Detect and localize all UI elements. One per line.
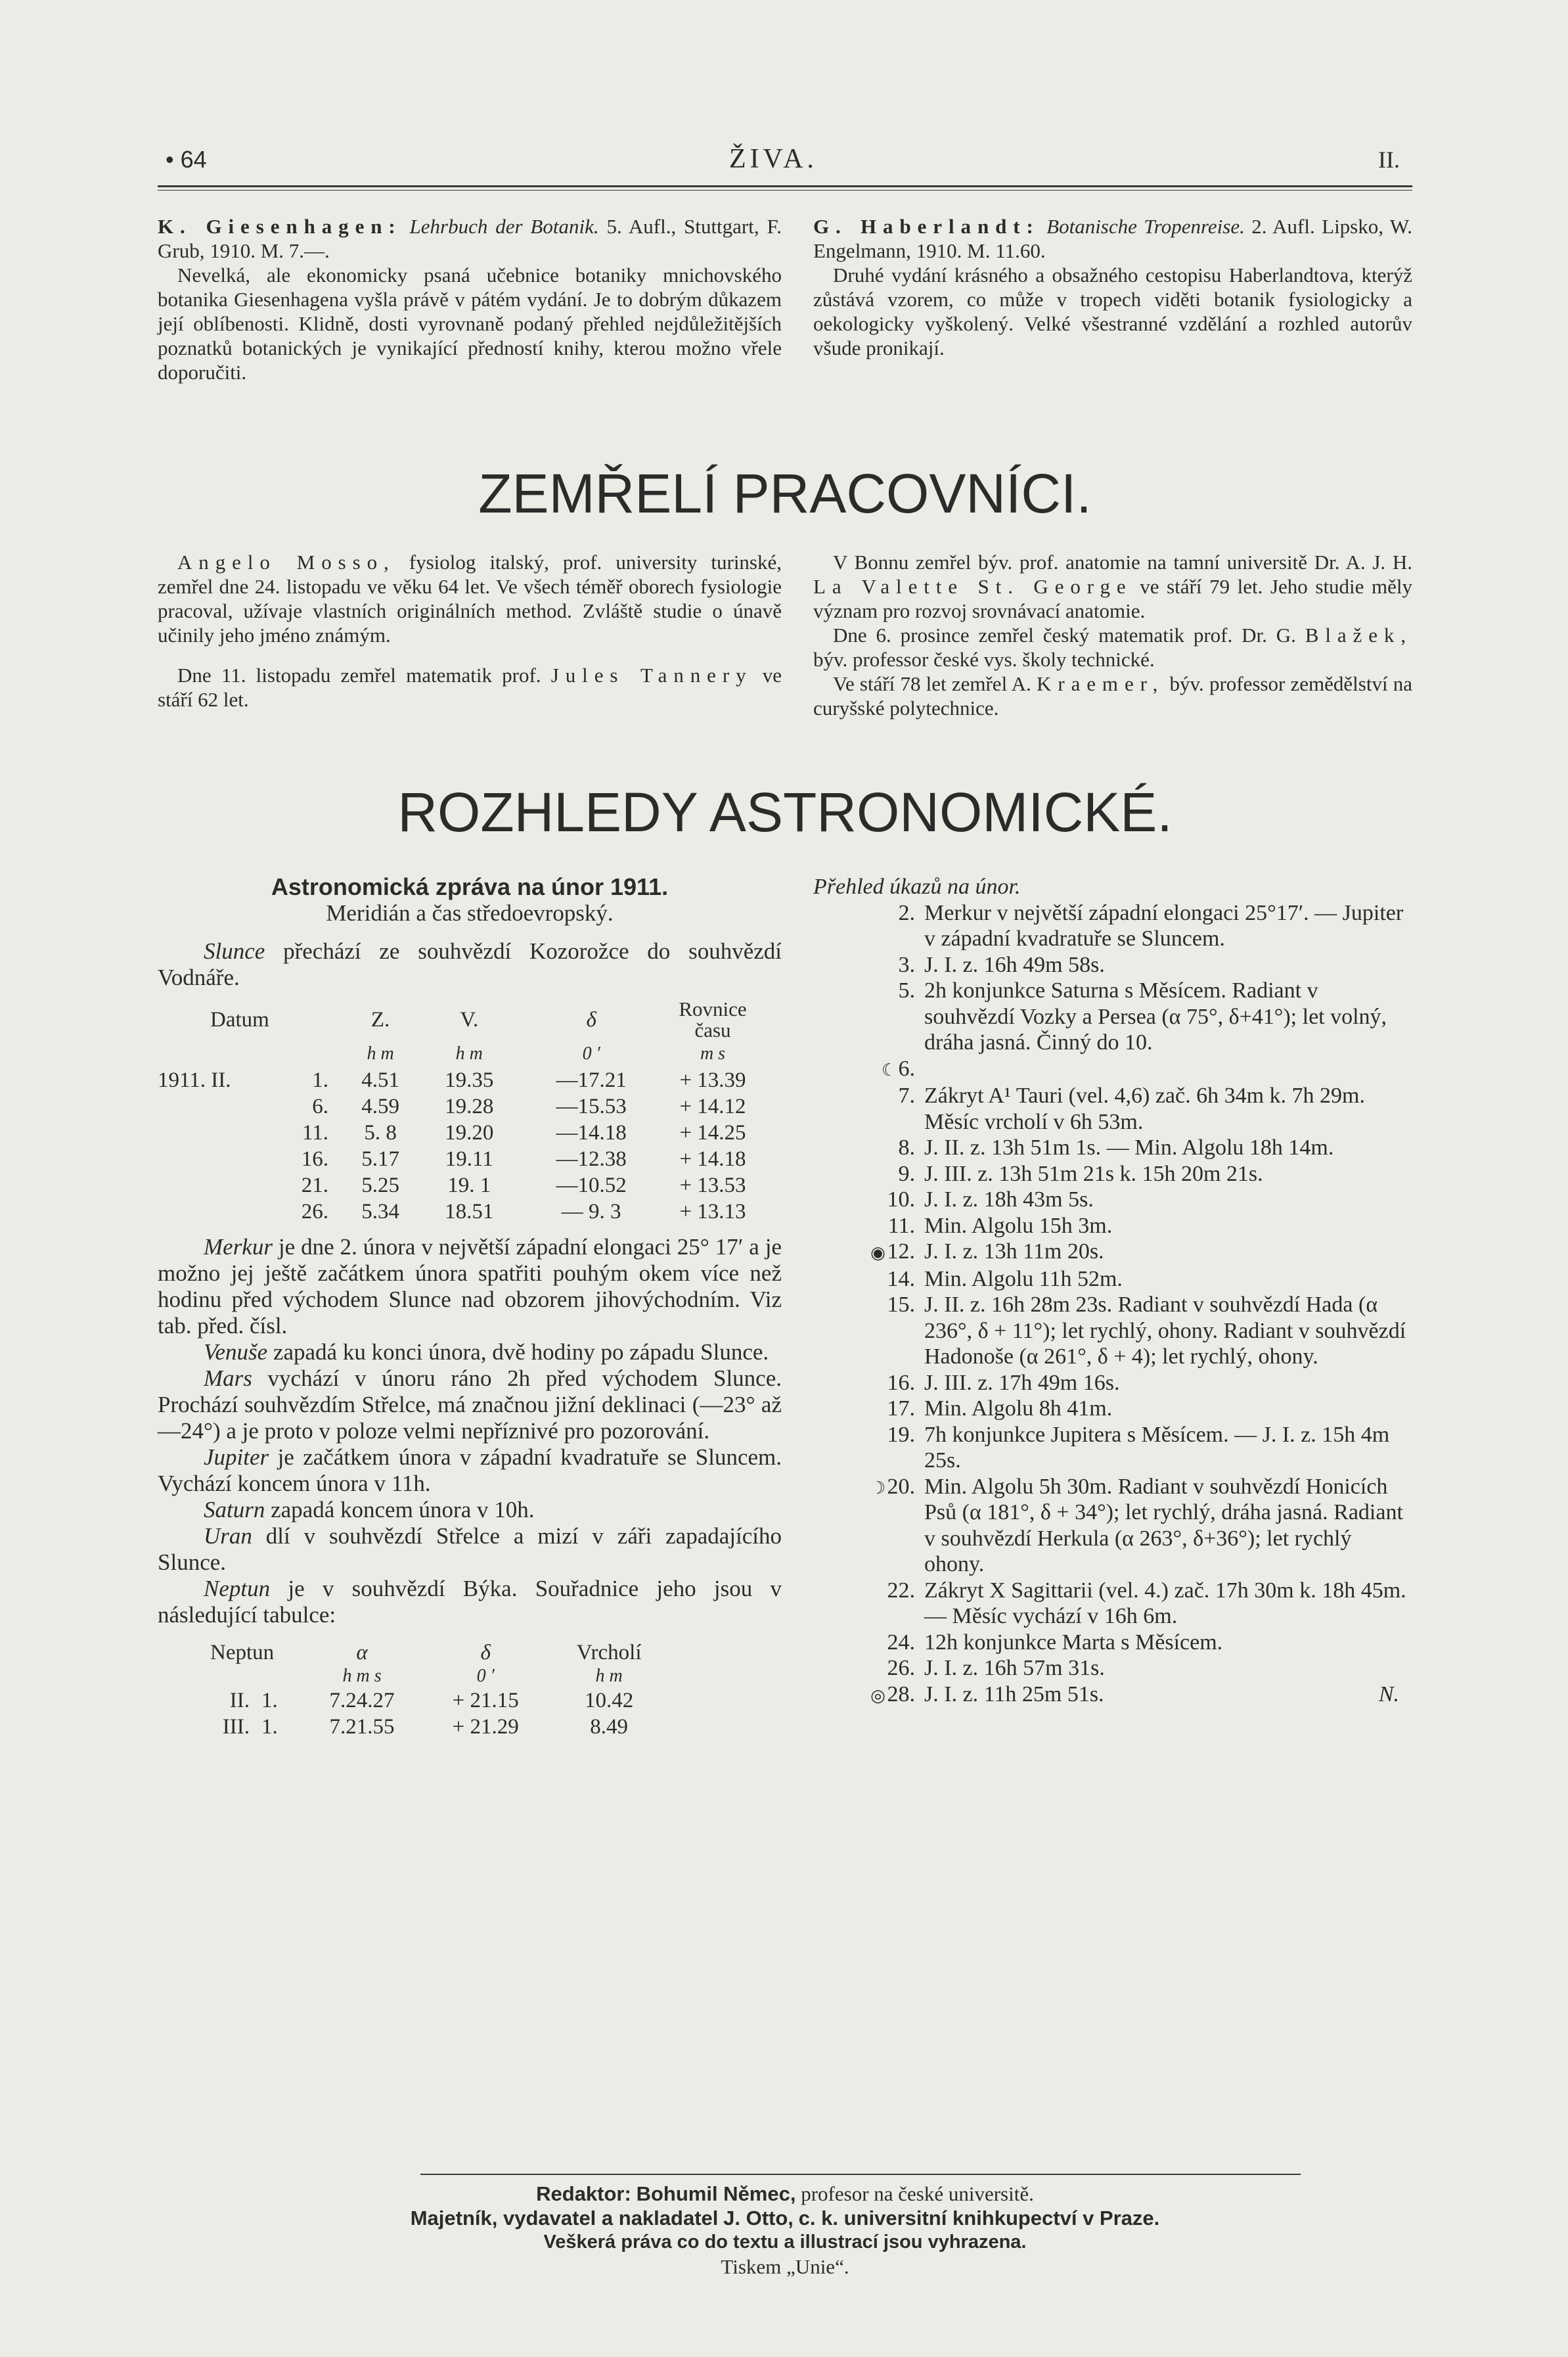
- obit-text: býv. professor zemědělství na curyšské polytechnice.: [813, 672, 1413, 720]
- report-title: Astronomická zpráva na únor 1911.: [271, 873, 669, 900]
- list-item: 10. J. I. z. 18h 43m 5s.: [887, 1187, 1094, 1212]
- obit-text: fysiolog italský, prof. university turinské, zemřel dne 24. listopadu ve věku 64 let. Ve všech téměř oborech fysiologie pracoval, užívaje vlastních originálních method. Zvláště studie o únavě učinily jeho jméno známým.: [158, 551, 782, 647]
- obit-text: V Bonnu zemřel býv. prof. anatomie na tamní universitě Dr. A. J. H.: [833, 551, 1412, 574]
- table-row: 11. 5. 8 19.20 —14.18 + 14.25: [302, 1121, 746, 1145]
- planet-name: Mars: [204, 1365, 252, 1391]
- planet-notes: [158, 1234, 782, 1628]
- unit: h m: [455, 1043, 483, 1064]
- planet-text: je dne 2. února v největší západní elongaci 25° 17′ a je možno jej ještě začátkem února spatřiti pouhým okem více než hodinu před východem Slunce nad obzorem jihovýchodním. Viz tab. před. čísl.: [158, 1234, 782, 1339]
- full-moon-icon: ◎: [870, 1685, 885, 1705]
- obit-text: Dne 6. prosince zemřel český matematik prof. Dr. G.: [833, 624, 1296, 647]
- list-item: 2. Merkur v největší západní elongaci 25°17′. — Jupiter v západní kvadratuře se Sluncem.: [898, 900, 1404, 951]
- planet-name: Merkur: [204, 1234, 273, 1260]
- obit-text: ve stáří 62 let.: [158, 664, 782, 711]
- header-rule-thin: [158, 190, 1412, 191]
- obit-text: Dne 11. listopadu zemřel matematik prof.: [177, 664, 541, 687]
- list-item: 15. J. II. z. 16h 28m 23s. Radiant v souhvězdí Hada (α 236°, δ + 11°); let rychlý, ohony. Radiant v souhvězdí Hadonoše (α 261°, δ + 4); let rychlý, ohony.: [887, 1293, 1406, 1369]
- list-item: 5. 2h konjunkce Saturna s Měsícem. Radiant v souhvězdí Vozky a Persea (α 75°, δ+41°); let volný, dráha jasná. Činný do 10.: [898, 978, 1387, 1055]
- header-rule: [158, 185, 1412, 187]
- review-body: Druhé vydání krásného a obsažného cestopisu Haberlandtova, kterýž zůstává vzorem, co může v tropech viděti botanik fysiologicky a oekologicky vyškolený. Velké všestranné vzdělání a rozhled autorův všude pronikají.: [813, 263, 1412, 359]
- table-row: 26. 5.34 18.51 — 9. 3 + 13.13: [301, 1200, 746, 1224]
- sun-table: [158, 999, 762, 1225]
- obit-text: Ve stáří 78 let zemřel A.: [833, 672, 1031, 695]
- footer-rule: [420, 2174, 1301, 2175]
- unit: 0 ′: [582, 1043, 600, 1064]
- astronomy-left-column: [158, 874, 782, 1740]
- footer: [158, 2182, 1412, 2279]
- col-header: δ: [480, 1641, 491, 1664]
- journal-title: ŽIVA.: [729, 144, 818, 174]
- planet-name: Saturn: [204, 1497, 265, 1522]
- obituaries-right: [813, 550, 1412, 720]
- astronomy-right-column: [813, 874, 1412, 1708]
- col-header: Vrcholí: [576, 1641, 642, 1664]
- unit: h m s: [342, 1666, 382, 1686]
- moon-last-quarter-icon: ☾: [881, 1060, 897, 1080]
- planet-name: Neptun: [204, 1576, 271, 1601]
- review-right: [813, 214, 1412, 360]
- new-moon-icon: ◉: [870, 1243, 885, 1262]
- list-item: 26. J. I. z. 16h 57m 31s.: [887, 1656, 1105, 1680]
- review-citation: 2. Aufl. Lipsko, W. Engelmann, 1910. M. 11.60.: [813, 215, 1412, 262]
- col-header-z: Z.: [370, 1008, 390, 1032]
- volume-number: II.: [1378, 147, 1400, 173]
- signature: N.: [1378, 1682, 1399, 1706]
- table-row: 6. 4.59 19.28 —15.53 + 14.12: [312, 1095, 746, 1118]
- planet-text: vychází v únoru ráno 2h před východem Slunce. Prochází souhvězdím Střelce, má značnou jižní deklinaci (—23° až —24°) a je proto v poloze velmi nepříznivé pro pozorování.: [158, 1365, 782, 1444]
- list-item: ◎28. J. I. z. 11h 25m 51s. N.: [813, 1682, 1412, 1709]
- review-title: Botanische Tropenreise.: [1046, 215, 1245, 238]
- sun-text: přechází ze souhvězdí Kozorožce do souhvězdí Vodnáře.: [158, 938, 782, 990]
- meridian-note: Meridián a čas středoevropský.: [326, 900, 614, 926]
- list-item: 17. Min. Algolu 8h 41m.: [887, 1396, 1113, 1421]
- obit-text: býv. professor české vys. školy technické.: [813, 648, 1155, 671]
- review-title: Lehrbuch der Botanik.: [409, 215, 599, 238]
- list-item: 8. J. II. z. 13h 51m 1s. — Min. Algolu 18h 14m.: [898, 1135, 1334, 1160]
- planet-name: Jupiter: [204, 1444, 269, 1470]
- obit-text: ve stáří 79 let. Jeho studie měly význam pro rozvoj srovnávací anatomie.: [813, 575, 1413, 622]
- obit-name: Jules Tannery: [550, 664, 753, 687]
- footer-rights: Veškerá práva co do textu a illustrací jsou vyhrazena.: [543, 2231, 1027, 2253]
- list-item: 11. Min. Algolu 15h 3m.: [887, 1213, 1113, 1238]
- review-citation: 5. Aufl., Stuttgart, F. Grub, 1910. M. 7.—.: [158, 215, 782, 262]
- obit-name: Kraemer,: [1037, 672, 1165, 695]
- planet-text: je v souhvězdí Býka. Souřadnice jeho jsou v následující tabulce:: [158, 1576, 782, 1628]
- moon-first-quarter-icon: ☽: [870, 1478, 886, 1498]
- review-author: G. Haberlandt:: [813, 215, 1040, 238]
- overview-title: Přehled úkazů na únor.: [813, 875, 1021, 899]
- obituaries-left: [158, 550, 782, 712]
- planet-text: dlí v souhvězdí Střelce a mizí v záři zapadajícího Slunce.: [158, 1523, 782, 1575]
- sun-lead: Slunce: [204, 938, 265, 964]
- table-row: 1911. II. 1. 4.51 19.35 —17.21 + 13.39: [158, 1068, 746, 1092]
- table-row: 21. 5.25 19. 1 —10.52 + 13.53: [301, 1174, 746, 1197]
- unit: 0 ′: [476, 1666, 495, 1686]
- list-item: 24. 12h konjunkce Marta s Měsícem.: [887, 1630, 1223, 1655]
- table-row: III. 1. 7.21.55 + 21.29 8.49: [222, 1715, 628, 1739]
- list-item: 22. Zákryt X Sagittarii (vel. 4.) zač. 17h 30m k. 18h 45m. — Měsíc vychází v 16h 6m.: [887, 1578, 1406, 1628]
- col-header: α: [356, 1641, 368, 1664]
- review-author: K. Giesenhagen:: [158, 215, 402, 238]
- neptune-table: [210, 1640, 670, 1740]
- list-item: 3. J. I. z. 16h 49m 58s.: [898, 952, 1105, 977]
- unit: h m: [367, 1043, 394, 1064]
- review-body: Nevelká, ale ekonomicky psaná učebnice botaniky mnichovského botanika Giesenhagena vyšla právě v pátém vydání. Je to dobrým důkazem její oblíbenosti. Klidně, dosti vyrovnaně podaný přehled nejdůležitějších poznatků botanických je vynikající předností knihy, kterou možno vřele doporučiti.: [158, 263, 782, 384]
- col-header-datum: Datum: [210, 1008, 269, 1032]
- list-item: ☾6.: [813, 1056, 1412, 1084]
- astronomy-heading: ROZHLEDY ASTRONOMICKÉ.: [397, 781, 1173, 843]
- unit: m s: [700, 1043, 726, 1064]
- list-item: 14. Min. Algolu 11h 52m.: [887, 1266, 1123, 1291]
- list-item: 16. J. III. z. 17h 49m 16s.: [887, 1370, 1120, 1395]
- table-row: II. 1. 7.24.27 + 21.15 10.42: [229, 1689, 634, 1712]
- obit-name: La Valette St. George: [813, 575, 1132, 598]
- obituaries-heading: ZEMŘELÍ PRACOVNÍCI.: [478, 463, 1092, 524]
- planet-name: Venuše: [204, 1339, 268, 1365]
- table-row: 16. 5.17 19.11 —12.38 + 14.18: [301, 1147, 746, 1171]
- col-header-v: V.: [460, 1008, 479, 1032]
- footer-printer: Tiskem „Unie“.: [721, 2255, 849, 2278]
- list-item: 19. 7h konjunkce Jupitera s Měsícem. — J. I. z. 15h 4m 25s.: [887, 1422, 1390, 1473]
- obit-name: Blažek,: [1305, 624, 1413, 647]
- footer-publisher: Majetník, vydavatel a nakladatel J. Otto, c. k. universitní knihkupectví v Praze.: [410, 2207, 1160, 2230]
- planet-text: zapadá ku konci února, dvě hodiny po západu Slunce.: [273, 1339, 769, 1365]
- col-header: Neptun: [210, 1641, 275, 1664]
- list-item: ◉12. J. I. z. 13h 11m 20s.: [813, 1239, 1412, 1266]
- review-left: [158, 214, 782, 384]
- col-header-delta: δ: [586, 1008, 596, 1032]
- unit: h m: [595, 1666, 623, 1686]
- planet-name: Uran: [204, 1523, 252, 1549]
- list-item: ☽20. Min. Algolu 5h 30m. Radiant v souhvězdí Honicích Psů (α 181°, δ + 34°); let rychlý, dráha jasná. Radiant v souhvězdí Herkula (α 263°, δ+36°); let rychlý ohony.: [813, 1474, 1412, 1578]
- page-number: • 64: [166, 146, 207, 173]
- planet-text: zapadá koncem února v 10h.: [271, 1497, 535, 1522]
- list-item: 9. J. III. z. 13h 51m 21s k. 15h 20m 21s.: [898, 1161, 1263, 1186]
- footer-editor: Redaktor: Bohumil Němec, profesor na české universitě.: [536, 2182, 1034, 2205]
- list-item: 7. Zákryt A¹ Tauri (vel. 4,6) zač. 6h 34m k. 7h 29m. Měsíc vrcholí v 6h 53m.: [898, 1084, 1365, 1134]
- obit-name: Angelo Mosso,: [177, 551, 395, 574]
- planet-text: je začátkem února v západní kvadratuře se Sluncem. Vychází koncem února v 11h.: [158, 1444, 782, 1496]
- col-header-rovnice: Rovnice času: [679, 997, 747, 1041]
